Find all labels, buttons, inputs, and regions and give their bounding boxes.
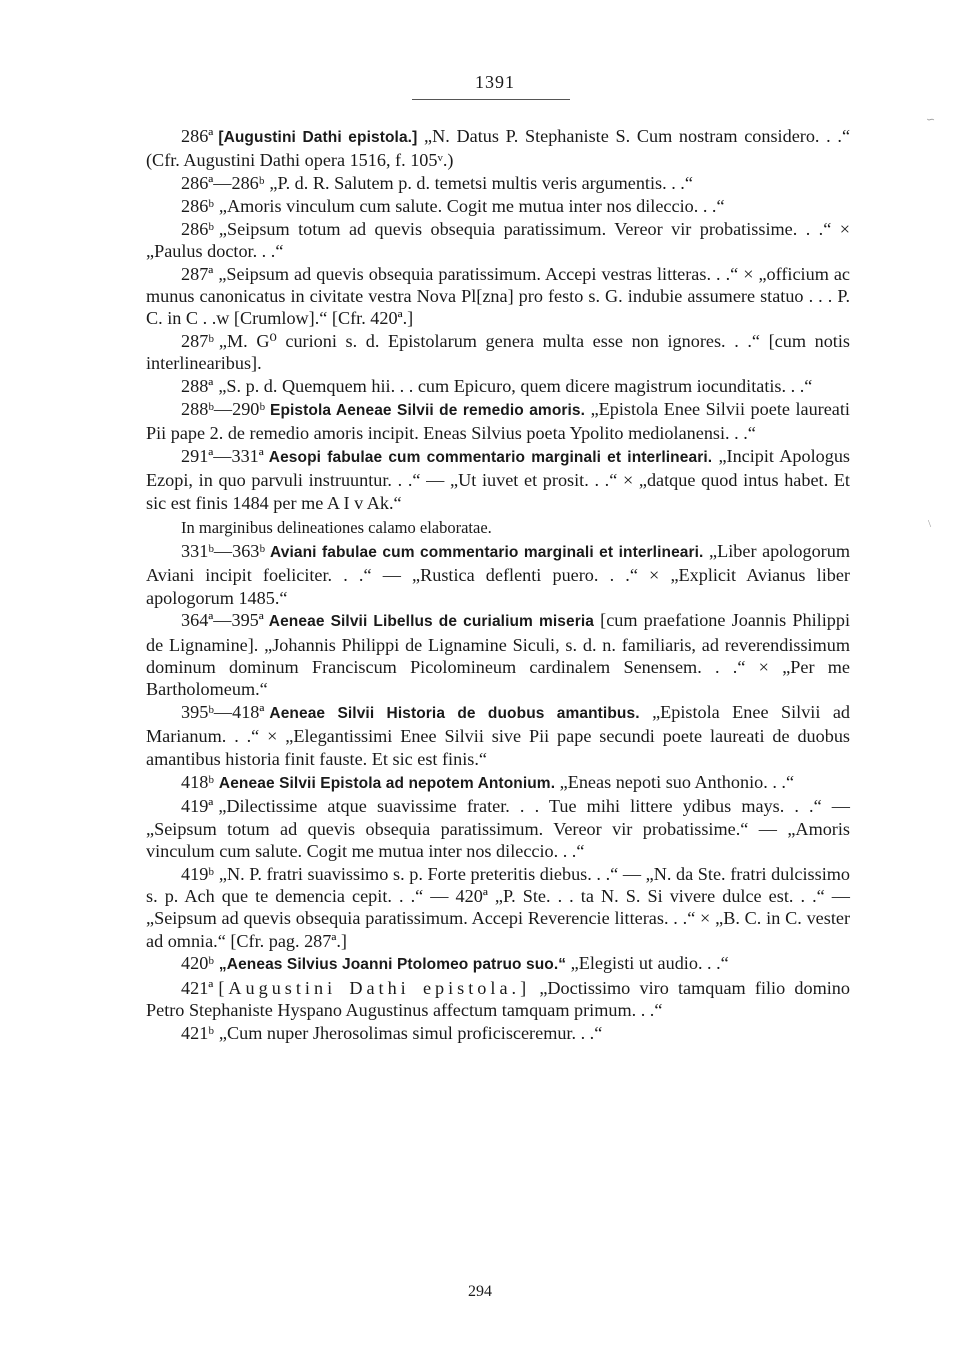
work-title: Aeneae Silvii Epistola ad nepotem Antonium. bbox=[218, 774, 556, 792]
work-title: Aeneae Silvii Historia de duobus amantibus. bbox=[269, 705, 640, 723]
incipit-text: „N. Datus P. Stephaniste S. Cum nostram considero. . .“ (Cfr. Augustini Dathi opera 1516, f. 105ᵛ.) bbox=[146, 126, 851, 171]
catalog-entries bbox=[146, 125, 850, 1045]
incipit-text: „Epistola Enee Silvii poete laureati Pii pape 2. de remedio amoris incipit. Eneas Silvius poeta Ypolito mediolanensi. . .“ bbox=[146, 399, 850, 444]
incipit-text: „N. P. fratri suavissimo s. p. Forte preteritis diebus. . .“ — „N. da Ste. fratri dulcissimo s. p. Ach que te demencia cepit. . .“ — 420ª „P. Ste. . . ta N. S. Si vivere dulce est. . .“ — „Seipsum ad quevis obsequia paratissimum. Accepi Reverencie litteras. . .“ × „B. C. in C. vester ad omnia.“ [Cfr. pag. 287ª.] bbox=[146, 863, 850, 951]
folio-reference: 288ᵇ—290ᵇ bbox=[181, 399, 266, 420]
folio-reference: 331ᵇ—363ᵇ bbox=[181, 541, 266, 562]
folio-reference: 395ᵇ—418ª bbox=[181, 702, 265, 723]
work-title: Aesopi fabulae cum commentario marginali et interlineari. bbox=[268, 449, 713, 467]
incipit-text: „Incipit Apologus Ezopi, in quo parvuli instruuntur. . .“ — „Ut iuvet et prosit. . .“ × „datque quod intus habet. Et sic est finis 1484 per me A I v Ak.“ bbox=[146, 446, 850, 513]
folio-reference: 418ᵇ bbox=[181, 771, 214, 792]
folio-reference: 286ª—286ᵇ bbox=[181, 173, 265, 194]
work-title: Epistola Aeneae Silvii de remedio amoris. bbox=[270, 402, 586, 420]
folio-reference: 421ᵇ bbox=[181, 1023, 214, 1044]
incipit-text: „Seipsum totum ad quevis obsequia paratissimum. Vereor vir probatissime. . .“ × „Paulus doctor. . .“ bbox=[146, 218, 850, 261]
catalog-entry bbox=[146, 172, 850, 194]
work-title: Aeneae Silvii Libellus de curialium miseria bbox=[268, 613, 594, 631]
incipit-text: „Cum nuper Jherosolimas simul proficisceremur. . .“ bbox=[218, 1023, 603, 1044]
incipit-text: „Epistola Enee Silvii ad Marianum. . .“ × „Elegantissimi Enee Silvii sive Pii pape secundi poete laureati de duobus amantibus historia finit fauste. Et sic est finis.“ bbox=[146, 702, 850, 769]
incipit-text: „Amoris vinculum cum salute. Cogit me mutua inter nos dileccio. . .“ bbox=[218, 195, 725, 216]
catalog-entry bbox=[146, 540, 850, 609]
catalog-entry bbox=[146, 445, 850, 514]
folio-reference: 286ª bbox=[181, 126, 214, 146]
margin-mark-middle: \ bbox=[928, 518, 932, 530]
folio-reference: 421ª bbox=[181, 978, 214, 999]
header-rule bbox=[412, 99, 570, 100]
work-title: „Aeneas Silvius Joanni Ptolomeo patruo suo.“ bbox=[218, 956, 567, 974]
spaced-title: [Augustini Dathi epistola.] bbox=[218, 978, 531, 999]
catalog-entry bbox=[146, 330, 850, 375]
page-header-number: 1391 bbox=[475, 72, 515, 92]
catalog-entry bbox=[146, 263, 850, 330]
folio-reference: 419ᵇ bbox=[181, 863, 214, 884]
folio-reference: 420ᵇ bbox=[181, 953, 214, 974]
catalog-entry bbox=[146, 515, 850, 540]
incipit-text: „P. d. R. Salutem p. d. temetsi multis veris argumentis. . .“ bbox=[269, 173, 693, 194]
catalog-entry bbox=[146, 125, 850, 172]
catalog-entry bbox=[146, 398, 850, 445]
margin-mark-top: ∽ bbox=[926, 114, 936, 126]
incipit-text: „Dilectissime atque suavissime frater. . . Tue mihi littere ydibus mays. . .“ — „Seipsum totum ad quevis obsequia paratissimum. Vereor vir probatissime.“ — „Amoris vinculum cum salute. Cogit me mutua inter nos dileccio. . .“ bbox=[146, 796, 850, 861]
work-title: [Augustini Dathi epistola.] bbox=[218, 129, 418, 146]
incipit-text: „Liber apologorum Aviani incipit foeliciter. . .“ — „Rustica deflenti puero. . .“ × „Explicit Avianus liber apologorum 1485.“ bbox=[146, 541, 850, 608]
work-title: Aviani fabulae cum commentario marginali et interlineari. bbox=[270, 544, 704, 562]
folio-reference: 291ª—331ª bbox=[181, 446, 264, 467]
catalog-entry bbox=[146, 863, 850, 952]
catalog-entry bbox=[146, 952, 850, 976]
catalog-entry bbox=[146, 795, 850, 862]
incipit-text: „S. p. d. Quemquem hii. . . cum Epicuro, quem dicere magistrum iocunditatis. . .“ bbox=[218, 376, 813, 397]
catalog-entry bbox=[146, 1022, 850, 1044]
folio-reference: 287ᵇ bbox=[181, 331, 214, 352]
page-footer-number: 294 bbox=[468, 1283, 492, 1300]
catalog-entry bbox=[146, 609, 850, 700]
incipit-text: In marginibus delineationes calamo elaboratae. bbox=[181, 517, 492, 537]
incipit-text: [cum praefatione Joannis Philippi de Lignamine]. „Johannis Philippi de Lignamine Siculi, s. d. n. familiaris, ad reverendissimum dominum dominum Franciscum Picolomineum cardinalem Senensem. . .“ × „Per me Bartholomeum.“ bbox=[146, 610, 850, 700]
catalog-entry bbox=[146, 195, 850, 217]
folio-reference: 288ª bbox=[181, 376, 214, 397]
incipit-text: „Doctissimo viro tamquam filio domino Petro Stephaniste Hyspano Augustinus affectum tamquam primum. . .“ bbox=[146, 978, 850, 1021]
catalog-entry bbox=[146, 218, 850, 263]
folio-reference: 419ª bbox=[181, 796, 214, 817]
incipit-text: „Elegisti ut audio. . .“ bbox=[570, 953, 729, 974]
folio-reference: 287ª bbox=[181, 263, 214, 284]
incipit-text: „Seipsum ad quevis obsequia paratissimum. Accepi vestras litteras. . .“ × „officium ac munus canonicatus in civitate vestra Nova Pl[zna] pro festo s. G. indubie assumere statuo . . . P. C. in C . .w [Crumlow].“ [Cfr. 420ª.] bbox=[146, 263, 850, 329]
folio-reference: 286ᵇ bbox=[181, 195, 214, 216]
incipit-text: „Eneas nepoti suo Anthonio. . .“ bbox=[559, 771, 795, 792]
catalog-entry bbox=[146, 375, 850, 397]
catalog-entry bbox=[146, 701, 850, 770]
incipit-text: „M. G⁰ curioni s. d. Epistolarum genera multa esse non ignores. . .“ [cum notis interlinearibus]. bbox=[146, 331, 850, 374]
folio-reference: 364ª—395ª bbox=[181, 610, 264, 631]
catalog-entry bbox=[146, 977, 850, 1022]
catalog-entry bbox=[146, 771, 850, 795]
folio-reference: 286ᵇ bbox=[181, 218, 214, 239]
